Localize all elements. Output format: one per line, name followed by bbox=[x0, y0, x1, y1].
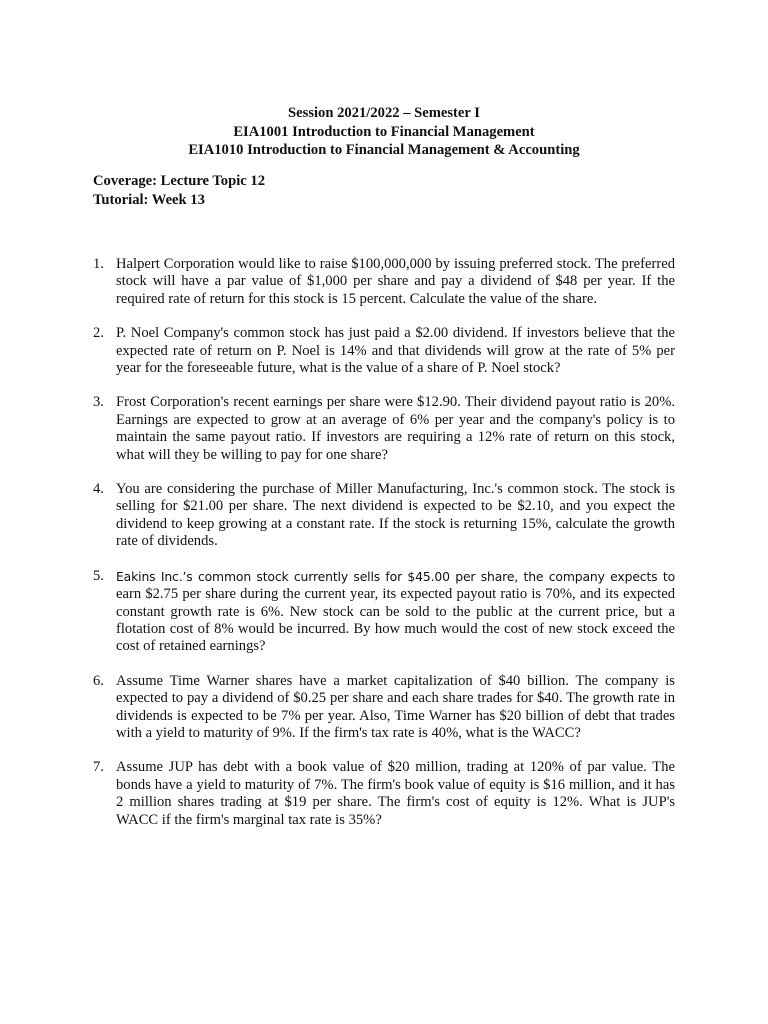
question-text-rest: earn $2.75 per share during the current year, its expected payout ratio is 70%, and its expected constant growth rate is 6%. New stock can be sold to the public at the current price, but a flotation cost of 8% would be incurred. By how much would the cost of new stock exceed the cost of retained earnings? bbox=[116, 586, 675, 655]
question-item-4 bbox=[93, 481, 675, 551]
session-line: Session 2021/2022 – Semester I bbox=[288, 105, 480, 121]
question-item-6 bbox=[93, 673, 675, 743]
question-item-7 bbox=[93, 759, 675, 829]
question-number: 6. bbox=[93, 672, 104, 689]
question-text: Halpert Corporation would like to raise $100,000,000 by issuing preferred stock. The preferred stock will have a par value of $1,000 per share and pay a dividend of $48 per year. If the required rate of return for this stock is 15 percent. Calculate the value of the share. bbox=[116, 256, 675, 307]
question-number: 2. bbox=[93, 325, 104, 342]
question-text: You are considering the purchase of Miller Manufacturing, Inc.'s common stock. The stock is selling for $21.00 per share. The next dividend is expected to be $2.10, and you expect the dividend to keep growing at a constant rate. If the stock is returning 15%, calculate the growth rate of dividends. bbox=[116, 481, 675, 550]
question-number: 4. bbox=[93, 481, 104, 498]
question-text: Assume Time Warner shares have a market capitalization of $40 billion. The company is expected to pay a dividend of $0.25 per share and each share trades for $40. The growth rate in dividends is expected to be 7% per year. Also, Time Warner has $20 billion of debt that trades with a yield to maturity of 9%. If the firm's tax rate is 40%, what is the WACC? bbox=[116, 672, 675, 741]
coverage-line: Coverage: Lecture Topic 12 bbox=[93, 173, 265, 189]
question-text: Frost Corporation's recent earnings per share were $12.90. Their dividend payout ratio is 20%. Earnings are expected to grow at an average of 6% per year and the company's policy is to maintain the same payout ratio. If investors are requiring a 12% rate of return on this stock, what will they be willing to pay for one share? bbox=[116, 394, 675, 463]
question-list bbox=[93, 256, 675, 829]
question-item-3 bbox=[93, 394, 675, 464]
question-number: 7. bbox=[93, 759, 104, 776]
tutorial-week-line: Tutorial: Week 13 bbox=[93, 191, 205, 208]
document-header bbox=[0, 104, 768, 160]
question-text: P. Noel Company's common stock has just paid a $2.00 dividend. If investors believe that the expected rate of return on P. Noel is 14% and that dividends will grow at the rate of 5% per year for the foreseeable future, what is the value of a share of P. Noel stock? bbox=[116, 325, 675, 377]
course-eia1010-line: EIA1010 Introduction to Financial Management & Accounting bbox=[188, 142, 580, 158]
question-item-5 bbox=[93, 568, 675, 656]
question-number: 3. bbox=[93, 394, 104, 411]
question-text: Assume JUP has debt with a book value of $20 million, trading at 120% of par value. The bonds have a yield to maturity of 7%. The firm's book value of equity is $16 million, and it has 2 million shares trading at $19 per share. The firm's cost of equity is 12%. What is JUP's WACC if the firm's marginal tax rate is 35%? bbox=[116, 759, 675, 828]
question-number: 1. bbox=[93, 256, 104, 272]
course-eia1001-line: EIA1001 Introduction to Financial Management bbox=[233, 123, 535, 140]
question-number: 5. bbox=[93, 567, 104, 584]
question-item-1 bbox=[93, 256, 675, 308]
question-text bbox=[116, 568, 675, 656]
question-text-first-line: Eakins Inc.’s common stock currently sells for $45.00 per share, the company expects to bbox=[116, 568, 675, 584]
question-item-2 bbox=[93, 325, 675, 377]
tutorial-meta bbox=[93, 172, 265, 209]
